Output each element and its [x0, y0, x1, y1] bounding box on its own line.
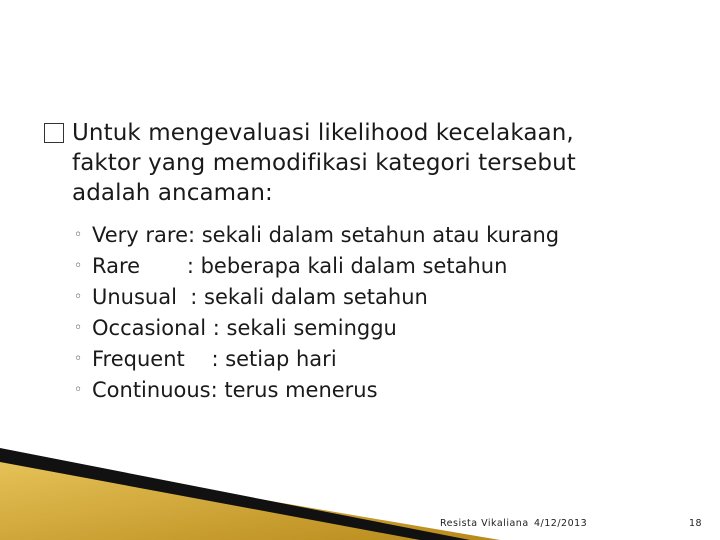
- footer-date: 4/12/2013: [534, 518, 588, 529]
- checkbox-bullet-icon: [44, 123, 64, 143]
- list-item-text: Very rare: sekali dalam setahun atau kurang: [92, 223, 560, 247]
- list-item-text: Occasional : sekali seminggu: [92, 316, 397, 340]
- hollow-circle-bullet-icon: ◦: [74, 351, 83, 367]
- main-bullet-line: adalah ancaman:: [72, 180, 273, 206]
- list-item-text: Unusual : sekali dalam setahun: [92, 285, 428, 309]
- main-bullet: [44, 118, 684, 208]
- hollow-circle-bullet-icon: ◦: [74, 320, 83, 336]
- main-bullet-line: faktor yang memodifikasi kategori tersebut: [72, 150, 576, 176]
- footer-author: Resista Vikaliana: [440, 518, 529, 529]
- list-item-text: Frequent : setiap hari: [92, 347, 337, 371]
- list-item-text: Continuous: terus menerus: [92, 378, 378, 402]
- main-bullet-line: Untuk mengevaluasi likelihood kecelakaan,: [72, 120, 574, 146]
- list-item: [74, 313, 559, 344]
- main-bullet-text: [72, 118, 684, 208]
- list-item: [74, 220, 559, 251]
- page-number: 18: [689, 518, 703, 529]
- hollow-circle-bullet-icon: ◦: [74, 289, 83, 305]
- hollow-circle-bullet-icon: ◦: [74, 227, 83, 243]
- sub-bullet-list: [74, 220, 559, 406]
- list-item-text: Rare : beberapa kali dalam setahun: [92, 254, 508, 278]
- list-item: [74, 282, 559, 313]
- list-item: [74, 344, 559, 375]
- hollow-circle-bullet-icon: ◦: [74, 258, 83, 274]
- list-item: [74, 375, 559, 406]
- list-item: [74, 251, 559, 282]
- hollow-circle-bullet-icon: ◦: [74, 382, 83, 398]
